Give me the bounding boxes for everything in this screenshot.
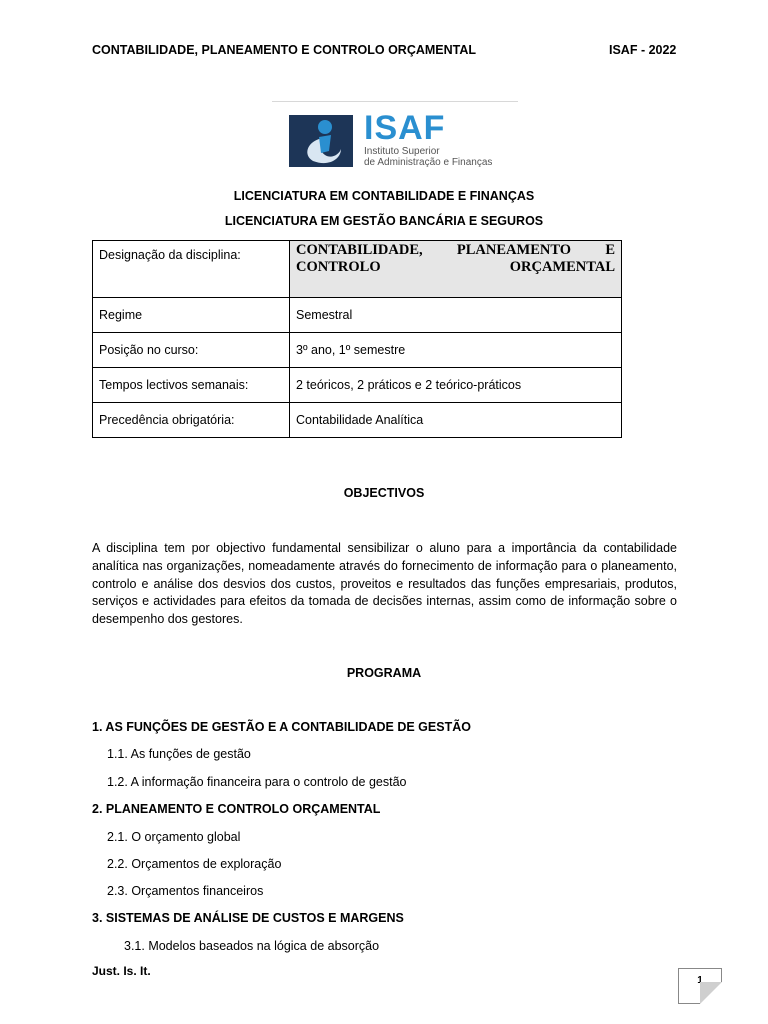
page-curl-icon [700, 982, 722, 1004]
isaf-logo-mark-icon [289, 115, 353, 167]
course-info-table [92, 240, 622, 438]
table-value: 3º ano, 1º semestre [290, 333, 622, 368]
degree-line-2: LICENCIATURA EM GESTÃO BANCÁRIA E SEGUROS [224, 214, 544, 228]
program-item-2-2: 2.2. Orçamentos de exploração [107, 857, 282, 871]
program-item-2-3: 2.3. Orçamentos financeiros [107, 884, 264, 898]
table-label: Designação da disciplina: [93, 241, 290, 298]
program-section-1: 1. AS FUNÇÕES DE GESTÃO E A CONTABILIDADE DE GESTÃO [92, 720, 471, 734]
table-row [93, 368, 622, 403]
page-number: 1 [697, 975, 703, 986]
table-row [93, 403, 622, 438]
objectives-paragraph: A disciplina tem por objectivo fundamental sensibilizar o aluno para a importância da contabilidade analítica nas organizações, nomeadamente através do fornecimento de informação para o planeamento, controlo e análise dos desvios dos custos, proveitos e resultados das funções empresariais, produtos, serviços e actividades para efeitos da tomada de decisões internas, assim como de informação sobre o desempenho dos gestores. [92, 541, 677, 627]
logo-wordmark: ISAF [364, 109, 446, 147]
table-label: Regime [93, 298, 290, 333]
program-item-2-1: 2.1. O orçamento global [107, 830, 241, 844]
table-row [93, 241, 622, 298]
table-value: Semestral [290, 298, 622, 333]
table-value: 2 teóricos, 2 práticos e 2 teórico-práticos [290, 368, 622, 403]
logo-subtitle [364, 146, 492, 168]
table-label: Posição no curso: [93, 333, 290, 368]
program-section-2: 2. PLANEAMENTO E CONTROLO ORÇAMENTAL [92, 802, 381, 816]
program-section-3: 3. SISTEMAS DE ANÁLISE DE CUSTOS E MARGENS [92, 911, 404, 925]
table-row [93, 333, 622, 368]
objectives-heading: OBJECTIVOS [343, 486, 425, 500]
program-item-1-2: 1.2. A informação financeira para o controlo de gestão [107, 775, 407, 789]
isaf-logo [272, 101, 518, 176]
running-header-title: CONTABILIDADE, PLANEAMENTO E CONTROLO ORÇAMENTAL [92, 43, 477, 57]
table-row [93, 298, 622, 333]
table-label: Tempos lectivos semanais: [93, 368, 290, 403]
logo-subtitle-line2: de Administração e Finanças [364, 157, 493, 168]
program-item-3-1: 3.1. Modelos baseados na lógica de absorção [124, 939, 380, 953]
degree-line-1: LICENCIATURA EM CONTABILIDADE E FINANÇAS [233, 189, 535, 203]
table-label: Precedência obrigatória: [93, 403, 290, 438]
page-number-box [678, 968, 722, 1004]
course-title-cell: CONTABILIDADE, PLANEAMENTO E CONTROLO ORÇAMENTAL [290, 241, 622, 298]
program-item-1-1: 1.1. As funções de gestão [107, 747, 251, 761]
table-value: Contabilidade Analítica [290, 403, 622, 438]
logo-subtitle-line1: Instituto Superior [364, 146, 440, 157]
program-heading: PROGRAMA [346, 666, 422, 680]
running-header-year: ISAF - 2022 [609, 43, 677, 57]
footer-note: Just. Is. It. [92, 964, 151, 978]
